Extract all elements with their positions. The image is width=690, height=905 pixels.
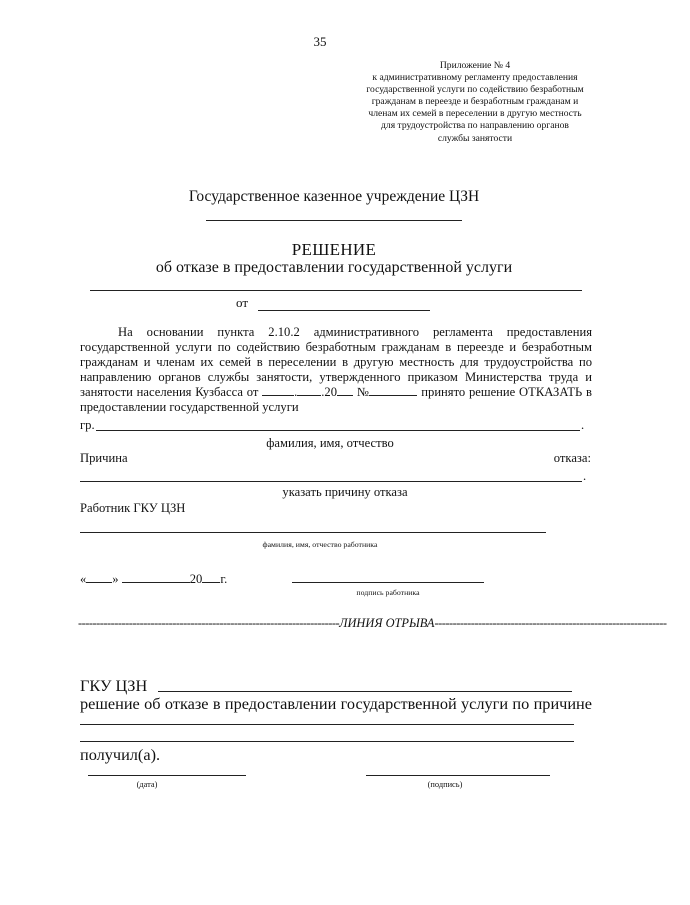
fio-caption: фамилия, имя, отчество (266, 436, 394, 450)
date-open-quote: « (80, 572, 87, 586)
appendix-line: для трудоустройства по направлению органов (381, 120, 569, 132)
worker-signature-field[interactable] (292, 582, 484, 583)
citizen-prefix: гр. (80, 418, 95, 432)
worker-fio-caption: фамилия, имя, отчество работника (262, 540, 378, 549)
order-number-label: № (356, 384, 370, 399)
decision-header-line (90, 290, 582, 291)
appendix-line: службы занятости (437, 132, 513, 144)
appendix-line: государственной услуги по содействию безработным (366, 84, 584, 96)
body-main-text: На основании пункта 2.10.2 административного регламента предоставления государственной услуги по содействию безработным гражданам в переезде и безработным гражданам и членам их семей в переселении в другую местность для трудоустройства по направлению органов службы занятости, утвержденного приказом Министерства труда и занятости населения Кузбасса от (80, 325, 592, 399)
slip-date-field[interactable] (88, 775, 246, 776)
citizen-line-end: . (581, 418, 585, 432)
reason-label: Причина (80, 451, 128, 465)
sign-year-field[interactable] (202, 572, 220, 583)
reason-caption: указать причину отказа (282, 485, 408, 499)
body-last-line: в предоставлении государственной услуги (80, 384, 592, 414)
institution-name-field[interactable] (206, 220, 462, 221)
appendix-header (330, 60, 620, 145)
order-number-field[interactable] (369, 385, 417, 396)
worker-sign-caption: подпись работника (356, 588, 420, 597)
reason-field[interactable] (80, 481, 582, 482)
body-paragraph: На основании пункта 2.10.2 административного регламента предоставления государственной услуги по содействию безработным гражданам в переезде и безработным гражданам и членам их семей в переселении в другую местность для трудоустройства по направлению органов службы занятости, утвержденного приказом Министерства труда и занятости населения Кузбасса от . .20 № принято решение ОТКАЗАТЬ в предоставлении государственной услуги (80, 325, 592, 414)
decision-result-text: принято решение ОТКАЗАТЬ (421, 384, 583, 399)
decision-subtitle: об отказе в предоставлении государственной услуги (155, 259, 513, 276)
page-number: 35 (313, 34, 327, 49)
sign-date (80, 572, 227, 587)
citizen-fio-field[interactable] (96, 430, 580, 431)
slip-gku-field[interactable] (158, 691, 572, 692)
appendix-line: членам их семей в переселении в другую местность (368, 108, 582, 120)
sign-year-g: г. (220, 572, 228, 586)
decision-date-label: от (236, 295, 249, 310)
order-day-field[interactable] (262, 385, 294, 396)
tear-line-label: ЛИНИЯ ОТРЫВА (339, 616, 435, 630)
slip-sign-caption: (подпись) (427, 780, 463, 789)
order-year-field[interactable] (337, 385, 353, 396)
decision-date-field[interactable] (258, 310, 430, 311)
reason-line-end: . (583, 469, 587, 483)
refusal-label: отказа: (553, 451, 591, 465)
order-year-prefix: .20 (321, 384, 338, 399)
sign-year-prefix: 20 (189, 572, 203, 586)
slip-signature-field[interactable] (366, 775, 550, 776)
slip-gku-label: ГКУ ЦЗН (80, 676, 148, 695)
tear-dashes-left: ------------------------------------------------------------------------ (78, 616, 340, 630)
worker-fio-field[interactable] (80, 532, 546, 533)
appendix-title: Приложение № 4 (439, 60, 511, 71)
tear-line (78, 616, 667, 631)
slip-date-caption: (дата) (136, 780, 158, 789)
slip-reason-field-2[interactable] (80, 741, 574, 742)
sign-day-field[interactable] (86, 572, 112, 583)
slip-received-label: получил(а). (80, 745, 161, 764)
sign-month-field[interactable] (122, 572, 190, 583)
tear-dashes-right: ---------------------------------------------------------------- (434, 616, 667, 630)
appendix-line: к административному регламенту предоставления (372, 72, 578, 84)
worker-label: Работник ГКУ ЦЗН (80, 501, 186, 515)
appendix-line: гражданам в переезде и безработным гражданам и (371, 96, 579, 108)
order-month-field[interactable] (297, 385, 321, 396)
institution-title: Государственное казенное учреждение ЦЗН (188, 188, 480, 205)
slip-reason-field-1[interactable] (80, 724, 574, 725)
decision-title: РЕШЕНИЕ (291, 240, 377, 259)
date-close-quote: » (112, 572, 119, 586)
slip-decision-reason: решение об отказе в предоставлении государственной услуги по причине (80, 694, 592, 713)
